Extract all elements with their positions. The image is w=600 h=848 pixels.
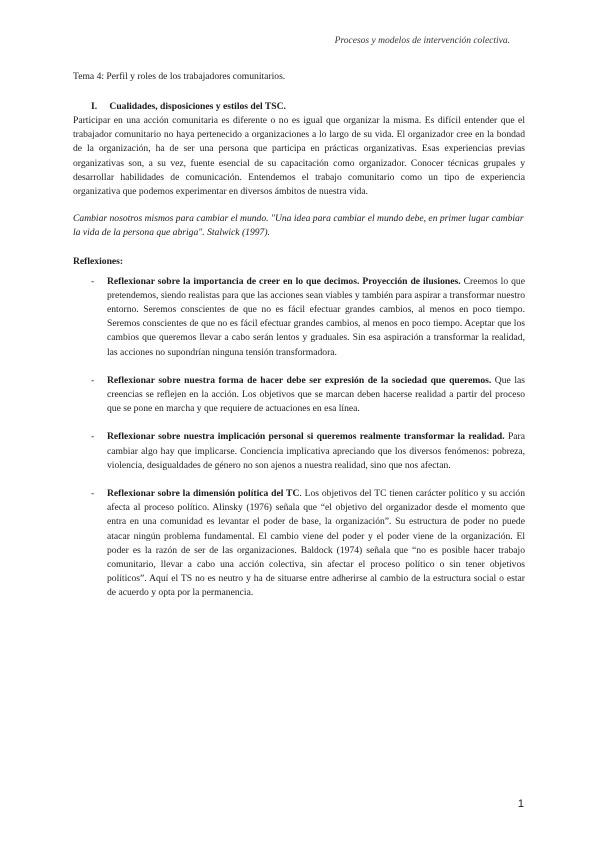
reflection-lead: Reflexionar sobre la dimensión política del TC xyxy=(107,488,300,500)
reflection-paragraph xyxy=(107,430,525,473)
quote-paragraph: Cambiar nosotros mismos para cambiar el mundo. "Una idea para cambiar el mundo debe, en primer lugar cambiar la vida de la persona que abriga". Stalwick (1997). xyxy=(73,213,524,239)
page-content xyxy=(73,70,525,601)
section-number: I. xyxy=(91,101,98,112)
reflection-text: Para cambiar algo hay que implicarse. Conciencia implicativa apreciando que los diversos fenómenos: pobreza, violencia, desigualdades de género no son ajenos a nuestra realidad, sino que nos afectan. xyxy=(107,431,526,471)
reflections-list xyxy=(73,275,525,601)
page-number: 1 xyxy=(517,798,524,810)
dash-bullet-icon: - xyxy=(91,431,95,443)
list-item xyxy=(73,374,525,417)
dash-bullet-icon: - xyxy=(91,275,95,287)
reflections-title: Reflexiones: xyxy=(73,255,124,267)
list-item xyxy=(73,275,525,360)
reflection-text: Que las creencias se reflejen en la acción. Los objetivos que se marcan deben hacerse realidad a partir del proceso que se pone en marcha y que requiere de actuaciones en esa línea. xyxy=(107,374,525,415)
reflection-text: . Los objetivos del TC tienen carácter político y su acción afecta al proceso político. Alinsky (1976) señala que “el objetivo del organizador desde el momento que entra en una comunidad es levantar el poder de base, la organización”. Su estructura de poder no puede atacar ningún problema fundamental. El cambio viene del poder y el poder viene de la organización. El poder es la razón de ser de las organizaciones. Baldock (1974) señala que “no es posible hacer trabajo comunitario, llevar a cabo una acción colectiva, sin afectar el proceso político o sin tener objetivos políticos”. Aquí el TS no es neutro y ha de situarse entre adherirse al cambio de la estructura social o estar de acuerdo y opta por la permanencia. xyxy=(107,488,525,599)
reflection-paragraph xyxy=(107,487,525,601)
section-title: Cualidades, disposiciones y estilos del TSC. xyxy=(109,101,286,112)
reflection-paragraph xyxy=(107,374,525,417)
list-item xyxy=(73,430,525,473)
reflection-lead: Reflexionar sobre nuestra implicación personal si queremos realmente transformar la realidad. xyxy=(107,431,505,443)
section-body: Participar en una acción comunitaria es diferente o no es igual que organizar la misma. Es difícil entender que el trabajador comunitario no haya pertenecido a organizaciones a lo largo de su vida. El organizador cree en la bondad de la organización, ha de ser una persona que participa en prácticas organizativas. Esas experiencias previas organizativas son, a su vez, fuente esencial de su capacitación como organizador. Conocer técnicas grupales y desarrollar habilidades de comunicación. Entendemos el trabajo comunitario como un tipo de experiencia organizativa que podemos experimentar en diversos ámbitos de nuestra vida. xyxy=(73,115,525,198)
running-header: Procesos y modelos de intervención colectiva. xyxy=(334,36,510,46)
reflection-lead: Reflexionar sobre nuestra forma de hacer debe ser expresión de la sociedad que queremos. xyxy=(107,374,492,386)
topic-line: Tema 4: Perfil y roles de los trabajadores comunitarios. xyxy=(73,71,286,82)
list-item xyxy=(73,487,525,601)
section-heading xyxy=(73,100,525,114)
dash-bullet-icon: - xyxy=(91,374,95,386)
reflection-text: Creemos lo que pretendemos, siendo realistas para que las acciones sean viables y también para aspirar a transformar nuestro entorno. Seremos conscientes de que no es fácil efectuar grandes cambios, al menos en poco tiempo. Seremos conscientes de que no es fácil efectuar grandes cambios, al menos en poco tiempo. Aceptar que los cambios que queremos llevar a cabo serán lentos y graduales. Sin esa aspiración a transformar la realidad, las acciones no supondrían ninguna tensión transformadora. xyxy=(107,275,525,358)
reflection-lead: Reflexionar sobre la importancia de creer en lo que decimos. Proyección de ilusiones. xyxy=(107,275,461,287)
dash-bullet-icon: - xyxy=(91,488,95,500)
reflection-paragraph xyxy=(107,275,525,360)
